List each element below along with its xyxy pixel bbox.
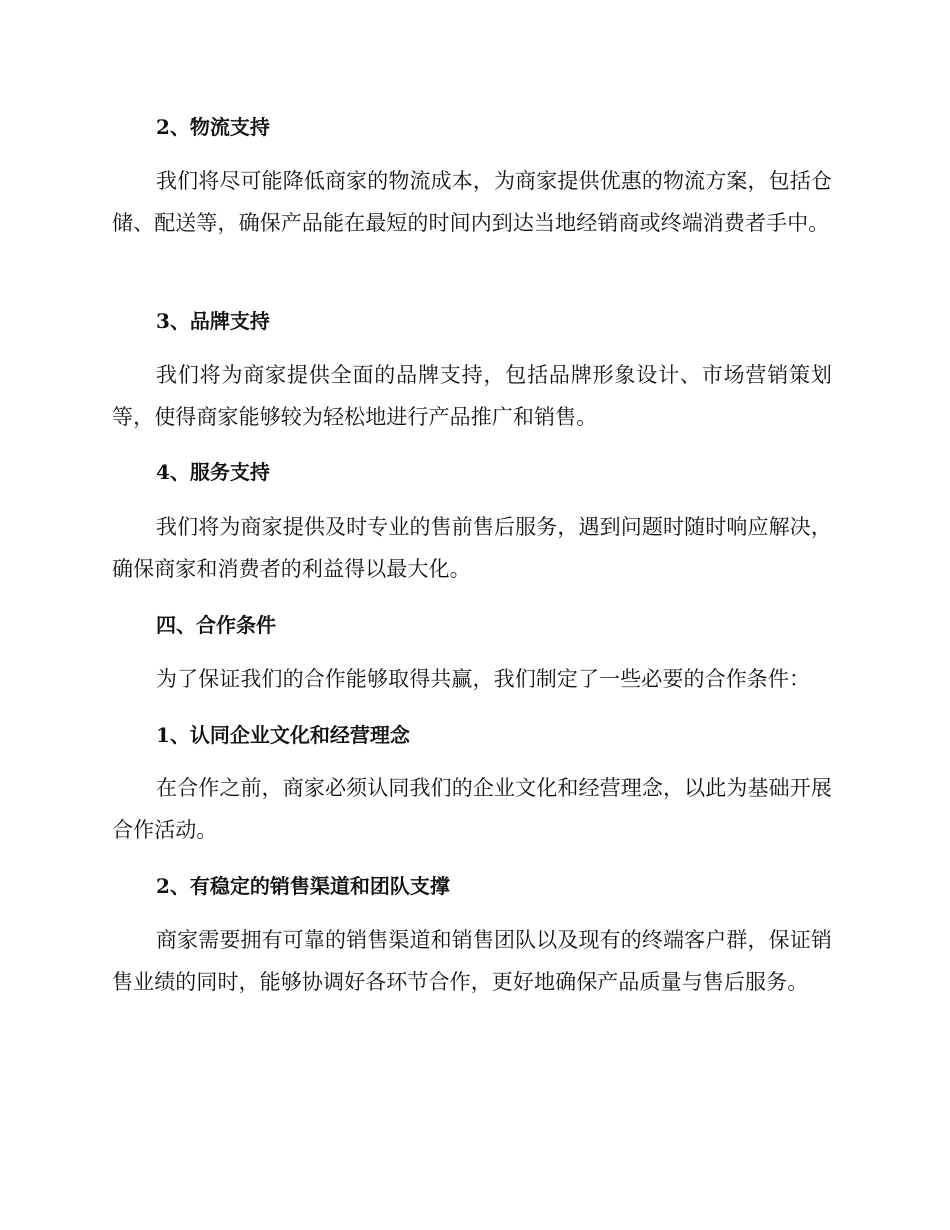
paragraph-sales-channels: 商家需要拥有可靠的销售渠道和销售团队以及现有的终端客户群，保证销售业绩的同时，能够协调好各环节合作，更好地确保产品质量与售后服务。 <box>112 928 832 994</box>
section-heading-culture-recognition: 1、认同企业文化和经营理念 <box>156 723 410 747</box>
paragraph-cooperation-intro: 为了保证我们的合作能够取得共赢，我们制定了一些必要的合作条件： <box>156 667 811 691</box>
section-heading-sales-channels: 2、有稳定的销售渠道和团队支撑 <box>156 874 450 898</box>
paragraph-logistics-support: 我们将尽可能降低商家的物流成本，为商家提供优惠的物流方案，包括仓储、配送等，确保产品能在最短的时间内到达当地经销商或终端消费者手中。 <box>112 169 832 235</box>
paragraph-brand-support: 我们将为商家提供全面的品牌支持，包括品牌形象设计、市场营销策划等，使得商家能够较为轻松地进行产品推广和销售。 <box>112 363 832 429</box>
section-heading-cooperation-conditions: 四、合作条件 <box>156 613 276 637</box>
section-heading-brand-support: 3、品牌支持 <box>156 309 270 333</box>
paragraph-service-support: 我们将为商家提供及时专业的售前售后服务，遇到问题时随时响应解决，确保商家和消费者的利益得以最大化。 <box>112 515 832 581</box>
paragraph-culture-recognition: 在合作之前，商家必须认同我们的企业文化和经营理念，以此为基础开展合作活动。 <box>112 776 832 842</box>
section-heading-logistics-support: 2、物流支持 <box>156 115 270 139</box>
section-heading-service-support: 4、服务支持 <box>156 460 270 484</box>
